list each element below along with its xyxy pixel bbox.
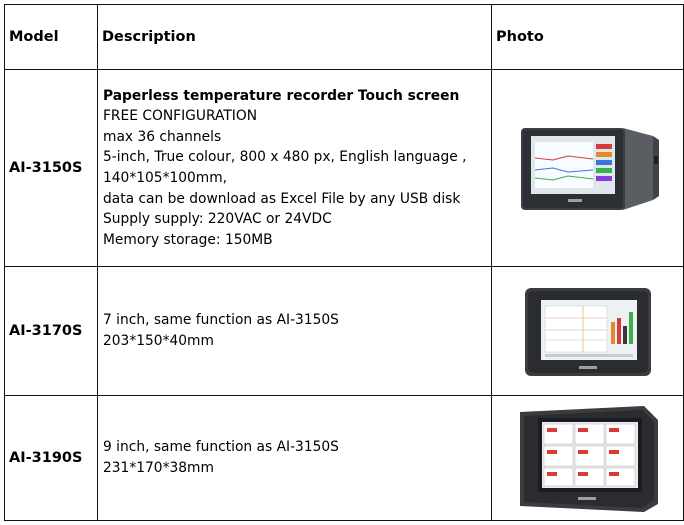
photo-cell — [492, 396, 684, 521]
photo-cell — [492, 267, 684, 396]
spec-line: 7 inch, same function as AI-3150S — [103, 312, 339, 329]
model-cell: AI-3170S — [5, 267, 98, 396]
table-row — [5, 70, 684, 267]
description-cell — [98, 267, 492, 396]
recorder-5inch-photo — [513, 118, 663, 218]
spec-line: Supply supply: 220VAC or 24VDC — [103, 211, 332, 228]
product-table — [4, 4, 684, 521]
table-row — [5, 267, 684, 396]
product-title: Paperless temperature recorder Touch screen — [103, 87, 460, 104]
spec-line: 203*150*40mm — [103, 333, 214, 349]
spec-line: max 36 channels — [103, 128, 222, 145]
spec-line: Memory storage: 150MB — [103, 231, 273, 248]
model-cell: AI-3150S — [5, 70, 98, 267]
spec-line: 5-inch, True colour, 800 x 480 px, English language , — [103, 149, 467, 166]
model-cell: AI-3190S — [5, 396, 98, 521]
recorder-7inch-photo — [523, 282, 653, 380]
spec-line: FREE CONFIGURATION — [103, 108, 258, 125]
header-model: Model — [5, 5, 98, 70]
description-cell — [98, 396, 492, 521]
table-row — [5, 396, 684, 521]
header-row — [5, 5, 684, 70]
header-description: Description — [98, 5, 492, 70]
description-cell — [98, 70, 492, 267]
spec-line: data can be download as Excel File by any USB disk — [103, 190, 461, 207]
recorder-9inch-photo — [514, 402, 662, 514]
spec-line: 231*170*38mm — [103, 460, 214, 476]
photo-cell — [492, 70, 684, 267]
spec-line: 9 inch, same function as AI-3150S — [103, 439, 339, 456]
spec-line: 140*105*100mm, — [103, 170, 228, 186]
header-photo: Photo — [492, 5, 684, 70]
